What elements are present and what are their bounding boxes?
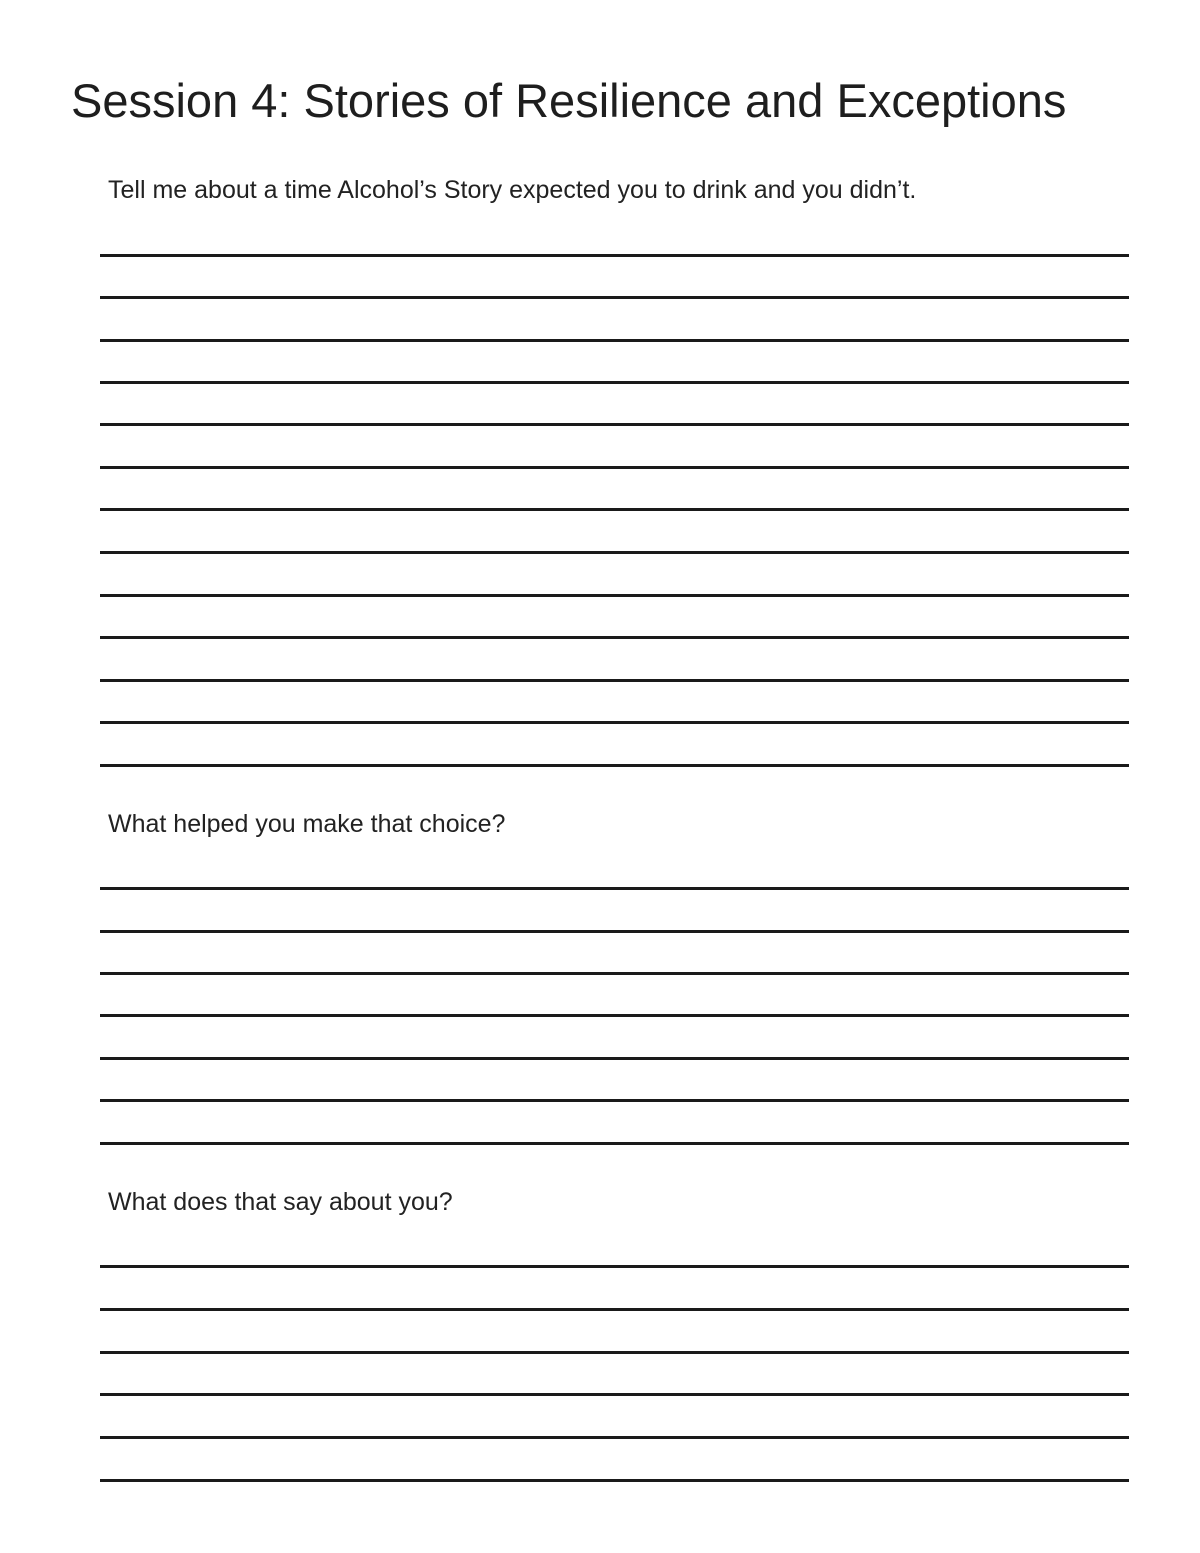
page-title: Session 4: Stories of Resilience and Exceptions: [71, 74, 1067, 127]
answer-line: [100, 1351, 1129, 1354]
answer-line: [100, 1265, 1129, 1268]
answer-line: [100, 594, 1129, 597]
answer-line: [100, 466, 1129, 469]
answer-line: [100, 679, 1129, 682]
question-1: Tell me about a time Alcohol’s Story expected you to drink and you didn’t.: [108, 176, 917, 204]
answer-line: [100, 1436, 1129, 1439]
answer-line: [100, 254, 1129, 257]
answer-line: [100, 887, 1129, 890]
answer-line: [100, 1393, 1129, 1396]
answer-line: [100, 381, 1129, 384]
answer-line: [100, 930, 1129, 933]
answer-line: [100, 721, 1129, 724]
answer-line: [100, 1057, 1129, 1060]
question-3: What does that say about you?: [108, 1188, 453, 1216]
answer-line: [100, 636, 1129, 639]
answer-line: [100, 1014, 1129, 1017]
answer-line: [100, 423, 1129, 426]
answer-line: [100, 1479, 1129, 1482]
answer-line: [100, 1142, 1129, 1145]
answer-line: [100, 508, 1129, 511]
answer-line: [100, 972, 1129, 975]
answer-line: [100, 1099, 1129, 1102]
question-2: What helped you make that choice?: [108, 810, 506, 838]
answer-line: [100, 551, 1129, 554]
answer-line: [100, 339, 1129, 342]
answer-line: [100, 296, 1129, 299]
answer-line: [100, 764, 1129, 767]
answer-line: [100, 1308, 1129, 1311]
